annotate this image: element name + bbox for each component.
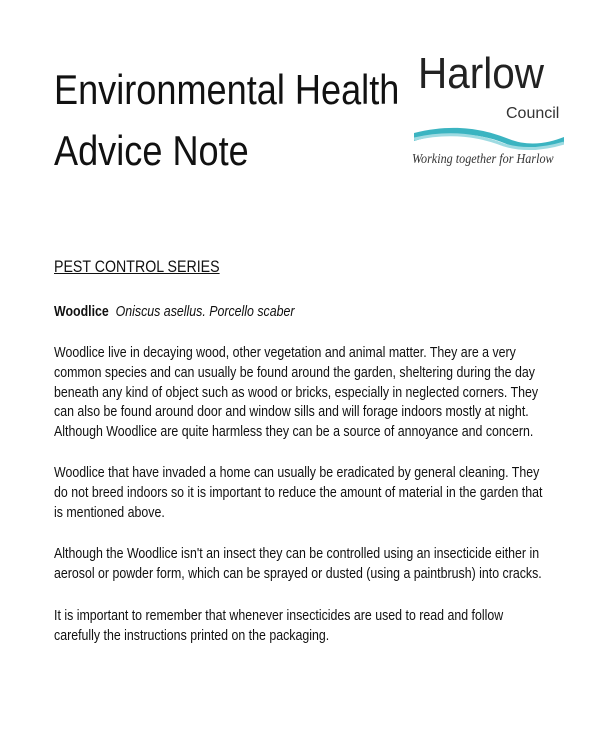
logo-council: Council: [506, 105, 560, 122]
paragraph-1-line: Although Woodlice are quite harmless they can be a source of annoyance and concern.: [54, 424, 534, 441]
wave-icon: [414, 125, 564, 151]
subject-latin: Oniscus asellus. Porcello scaber: [115, 304, 295, 320]
paragraph-1-line: common species and can usually be found around the garden, sheltering during the day: [54, 364, 535, 381]
logo-tagline: Working together for Harlow: [412, 151, 554, 166]
paragraph-2-line: is mentioned above.: [54, 504, 165, 521]
paragraph-1-line: beneath any kind of object such as wood or bricks, especially in neglected corners. They: [54, 384, 539, 401]
paragraph-3-line: aerosol or powder form, which can be sprayed or dusted (using a paintbrush) into cracks.: [54, 565, 542, 582]
series-heading: PEST CONTROL SERIES: [54, 258, 220, 276]
paragraph-2-line: Woodlice that have invaded a home can usually be eradicated by general cleaning. They: [54, 465, 540, 481]
logo-name: Harlow: [418, 49, 544, 98]
page-title-line-2: Advice Note: [54, 127, 249, 174]
subject-line: [54, 303, 295, 323]
paragraph-1-line: can also be found around door and window sills and will forage indoors mostly at night.: [54, 404, 529, 421]
paragraph-3-line: Although the Woodlice isn't an insect they can be controlled using an insecticide either in: [54, 546, 540, 562]
paragraph-4-line: carefully the instructions printed on the packaging.: [54, 627, 330, 644]
paragraph-2-line: do not breed indoors so it is important to reduce the amount of material in the garden that: [54, 484, 543, 501]
paragraph-1-line: Woodlice live in decaying wood, other vegetation and animal matter. They are a very: [54, 345, 516, 361]
page-title-line-1: Environmental Health: [54, 66, 400, 113]
subject-name: Woodlice: [54, 304, 109, 320]
paragraph-4-line: It is important to remember that whenever insecticides are used to read and follow: [54, 608, 504, 624]
